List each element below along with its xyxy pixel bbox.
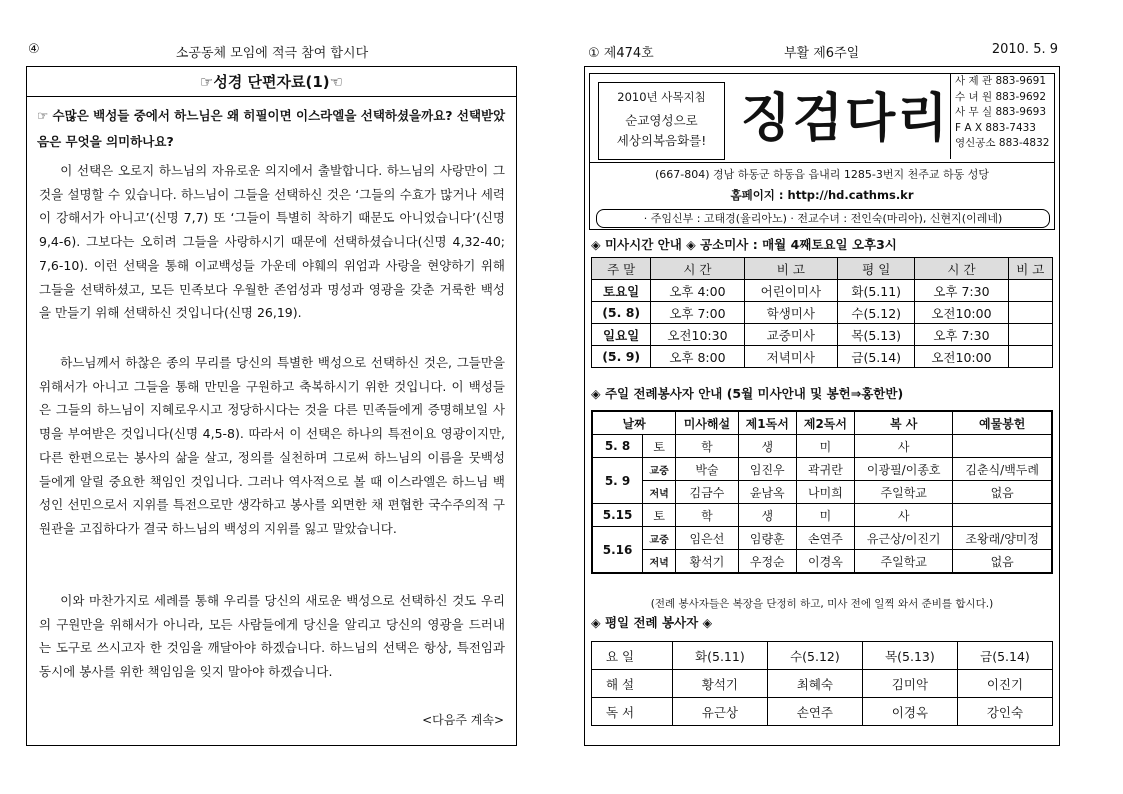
- column-header: 비 고: [1008, 258, 1052, 280]
- mass-note: 어린이미사: [744, 280, 838, 302]
- weekday-note: [1008, 324, 1052, 346]
- server-name: 최혜숙: [767, 670, 862, 698]
- liturgical-week: 부활 제6주일: [784, 46, 860, 61]
- server-name: 임량훈: [738, 527, 796, 550]
- service-date: 5.15: [592, 504, 643, 527]
- server-name: 유근상: [672, 698, 767, 726]
- contact-item: F A X 883-7433: [955, 121, 1036, 134]
- service-date: 5. 8: [592, 435, 643, 458]
- student-mass-cell: 학: [676, 435, 738, 458]
- left-page-header: [28, 40, 516, 60]
- empty-cell: [953, 435, 1052, 458]
- slogan: 소공동체 모임에 적극 참여 합시다: [175, 46, 369, 61]
- contact-item: 사 제 관 883-9691: [955, 75, 1046, 87]
- sunday-servers-table: [591, 410, 1053, 574]
- server-name: 김미악: [862, 670, 957, 698]
- table-row: [592, 550, 1052, 574]
- mass-time: 오전10:30: [651, 324, 744, 346]
- table-header-row: [592, 258, 1053, 280]
- server-name: 우정순: [738, 550, 796, 574]
- mass-label: 교중: [643, 458, 676, 481]
- server-name: 손연주: [767, 698, 862, 726]
- server-name: 이경옥: [796, 550, 854, 574]
- table-row: [592, 324, 1053, 346]
- column-header: 미사해설: [676, 411, 738, 435]
- weekday-note: [1008, 302, 1052, 324]
- motto-year: 2010년 사목지침: [617, 90, 706, 104]
- mass-time: 오후 7:00: [651, 302, 744, 324]
- weekday: 목(5.13): [838, 324, 915, 346]
- weekday-time: 오전10:00: [915, 346, 1008, 368]
- table-row: [592, 458, 1052, 481]
- weekday-note: [1008, 346, 1052, 368]
- mass-note: 저녁미사: [744, 346, 838, 368]
- weekend-day: (5. 9): [592, 346, 651, 368]
- table-row: [592, 481, 1052, 504]
- issue-date: 2010. 5. 9: [991, 42, 1058, 57]
- column-header: 날짜: [592, 411, 676, 435]
- column-header: 비 고: [744, 258, 838, 280]
- article-paragraph: 이와 마찬가지로 세례를 통해 우리를 당신의 새로운 백성으로 선택하신 것도 우리의 구원만을 위해서가 아니라, 모든 사람들에게 당신을 알리고 당신의 영광을 드러내는 도구로 쓰시고자 한 것임을 깨달아야 하겠습니다. 하느님의 선택은 항상, 특전임과 동시에 봉사를 위한 책임임을 잊지 말아야 하겠습니다.: [39, 593, 505, 680]
- server-name: 강인숙: [957, 698, 1052, 726]
- server-name: 김금수: [676, 481, 738, 504]
- server-name: 이경옥: [862, 698, 957, 726]
- weekday-time: 오후 7:30: [915, 324, 1008, 346]
- address: (667-804) 경남 하동군 하동읍 읍내리 1285-3번지 천주교 하동 성당: [655, 168, 989, 181]
- mass-schedule-title: ◈ 미사시간 안내 ◈ 공소미사 : 매월 4째토요일 오후3시: [591, 237, 897, 252]
- table-row: [592, 302, 1053, 324]
- table-row: [592, 280, 1053, 302]
- server-name: 박술: [676, 458, 738, 481]
- server-name: 없음: [953, 481, 1052, 504]
- contact-item: 수 녀 원 883-9692: [955, 90, 1046, 103]
- server-name: 조왕래/양미정: [953, 527, 1052, 550]
- servers-note: (전례 봉사자들은 복장을 단정히 하고, 미사 전에 일찍 와서 준비를 합시다.): [650, 598, 994, 610]
- table-row: [592, 504, 1052, 527]
- server-name: 이진기: [957, 670, 1052, 698]
- service-day: 토: [643, 435, 676, 458]
- contact-list: [950, 74, 1053, 159]
- weekend-day: (5. 8): [592, 302, 651, 324]
- weekday-servers-table: [591, 641, 1053, 726]
- staff-info: · 주임신부 : 고태경(율리아노) · 전교수녀 : 전인숙(마리아), 신현지(이레네): [596, 209, 1050, 228]
- server-name: 임진우: [738, 458, 796, 481]
- mass-time: 오후 4:00: [651, 280, 744, 302]
- empty-cell: [953, 504, 1052, 527]
- weekday: 수(5.12): [838, 302, 915, 324]
- server-name: 임은선: [676, 527, 738, 550]
- column-header: 복 사: [855, 411, 953, 435]
- continued-note: <다음주 계속>: [422, 713, 504, 727]
- server-name: 이광필/이종호: [855, 458, 953, 481]
- service-day: 토: [643, 504, 676, 527]
- bulletin-box: [584, 66, 1060, 746]
- table-header-row: [592, 411, 1052, 435]
- server-name: 나미희: [796, 481, 854, 504]
- server-name: 유근상/이진기: [855, 527, 953, 550]
- mass-schedule-table: [591, 257, 1053, 368]
- weekday-time: 오전10:00: [915, 302, 1008, 324]
- column-header: 주 말: [592, 258, 651, 280]
- divider: [27, 96, 516, 97]
- student-mass-cell: 사: [855, 435, 953, 458]
- mass-note: 학생미사: [744, 302, 838, 324]
- student-mass-cell: 학: [676, 504, 738, 527]
- student-mass-cell: 미: [796, 504, 854, 527]
- student-mass-cell: 미: [796, 435, 854, 458]
- server-name: 황석기: [676, 550, 738, 574]
- server-name: 황석기: [672, 670, 767, 698]
- right-page-header: [588, 40, 1058, 60]
- weekend-day: 토요일: [592, 280, 651, 302]
- column-header: 목(5.13): [862, 642, 957, 670]
- table-row: [592, 346, 1053, 368]
- weekday: 금(5.14): [838, 346, 915, 368]
- role-label: 독 서: [592, 698, 673, 726]
- student-mass-cell: 생: [738, 435, 796, 458]
- article-title: ☞성경 단편자료(1)☜: [199, 73, 344, 91]
- service-date: 5.16: [592, 527, 643, 574]
- table-row: [592, 698, 1053, 726]
- server-name: 곽귀란: [796, 458, 854, 481]
- server-name: 주일학교: [855, 481, 953, 504]
- mass-label: 교중: [643, 527, 676, 550]
- column-header: 수(5.12): [767, 642, 862, 670]
- table-row: [592, 435, 1052, 458]
- page-number: ④: [28, 42, 40, 57]
- server-name: 김춘식/백두례: [953, 458, 1052, 481]
- mass-label: 저녁: [643, 481, 676, 504]
- student-mass-cell: 생: [738, 504, 796, 527]
- motto-line: 세상의복음화를!: [616, 133, 707, 148]
- bulletin-logo: 징검다리: [740, 88, 950, 149]
- divider: [590, 162, 1054, 163]
- article-question: ☞ 수많은 백성들 중에서 하느님은 왜 히필이면 이스라엘을 선택하셨을까요? 선택받았음은 무엇을 의미하나요?: [37, 108, 506, 149]
- column-header: 예물봉헌: [953, 411, 1052, 435]
- role-label: 해 설: [592, 670, 673, 698]
- contact-item: 사 무 실 883-9693: [955, 106, 1046, 118]
- column-header: 평 일: [838, 258, 915, 280]
- server-name: 윤남옥: [738, 481, 796, 504]
- issue-number: ① 제474호: [588, 46, 654, 61]
- student-mass-cell: 사: [855, 504, 953, 527]
- column-header: 요 일: [592, 642, 673, 670]
- table-header-row: [592, 642, 1053, 670]
- weekday-time: 오후 7:30: [915, 280, 1008, 302]
- mass-label: 저녁: [643, 550, 676, 574]
- column-header: 시 간: [651, 258, 744, 280]
- weekday-servers-title: ◈ 평일 전례 봉사자 ◈: [591, 615, 713, 630]
- motto-line: 순교영성으로: [625, 113, 698, 128]
- server-name: 손연주: [796, 527, 854, 550]
- server-name: 없음: [953, 550, 1052, 574]
- server-name: 주일학교: [855, 550, 953, 574]
- weekday-note: [1008, 280, 1052, 302]
- weekend-day: 일요일: [592, 324, 651, 346]
- column-header: 시 간: [915, 258, 1008, 280]
- pastoral-motto: [598, 82, 725, 160]
- bible-article-box: [26, 66, 517, 746]
- weekday: 화(5.11): [838, 280, 915, 302]
- column-header: 금(5.14): [957, 642, 1052, 670]
- sunday-servers-title: ◈ 주일 전례봉사자 안내 (5월 미사안내 및 봉헌⇒홍한반): [591, 386, 904, 401]
- table-row: [592, 670, 1053, 698]
- masthead: [589, 73, 1055, 230]
- mass-time: 오후 8:00: [651, 346, 744, 368]
- service-date: 5. 9: [592, 458, 643, 504]
- mass-note: 교중미사: [744, 324, 838, 346]
- column-header: 화(5.11): [672, 642, 767, 670]
- table-row: [592, 527, 1052, 550]
- contact-item: 영신공소 883-4832: [955, 137, 1050, 149]
- column-header: 제2독서: [796, 411, 854, 435]
- column-header: 제1독서: [738, 411, 796, 435]
- article-paragraph: 이 선택은 오로지 하느님의 자유로운 의지에서 출발합니다. 하느님의 사랑만이 그것을 설명할 수 있습니다. 하느님이 그들을 선택하신 것은 ‘그들의 수효가 많거나 세력이 강해서가 아니고’(신명 7,7) 또 ‘그들이 특별히 착하기 때문도 아니었습니다’(신명 9,4-6). 그보다는 오히려 그들을 사랑하시기 때문에 선택하셨습니다(신명 4,32-40; 7,6-10). 이런 선택을 통해 이교백성들 가운데 야훼의 위엄과 사랑을 현양하기 위해 그들을 선택하셨고, 모든 민족보다 우월한 존엄성과 명성과 영광을 갖춘 거룩한 백성을 만들기 위해 선택하신 것입니다(신명 26,19).: [39, 163, 505, 321]
- homepage-link[interactable]: 홈페이지 : http://hd.cathms.kr: [730, 188, 914, 202]
- article-paragraph: 하느님께서 하찮은 종의 무리를 당신의 특별한 백성으로 선택하신 것은, 그들만을 위해서가 아니고 그들을 통해 만민을 구원하고 축복하시기 위한 것입니다. 이 백성들은 그들의 하느님이 지혜로우시고 정당하시다는 것을 다른 민족들에게 증명해보일 사명을 부여받은 것입니다(신명 4,5-8). 따라서 이 선택은 하나의 특전이요 영광이지만, 다른 한편으로는 봉사의 삶을 살고, 정의를 실천하며 그로써 하느님의 이름을 뭇백성들에게 알릴 중요한 책임인 것입니다. 그러나 역사적으로 볼 때 이스라엘은 하느님 백성인 선민으로서 지위를 특전으로만 생각하고 봉사를 외면한 채 편협한 국수주의적 구원관을 고집하다가 결국 하느님의 백성의 지위를 잃고 말았습니다.: [39, 355, 505, 536]
